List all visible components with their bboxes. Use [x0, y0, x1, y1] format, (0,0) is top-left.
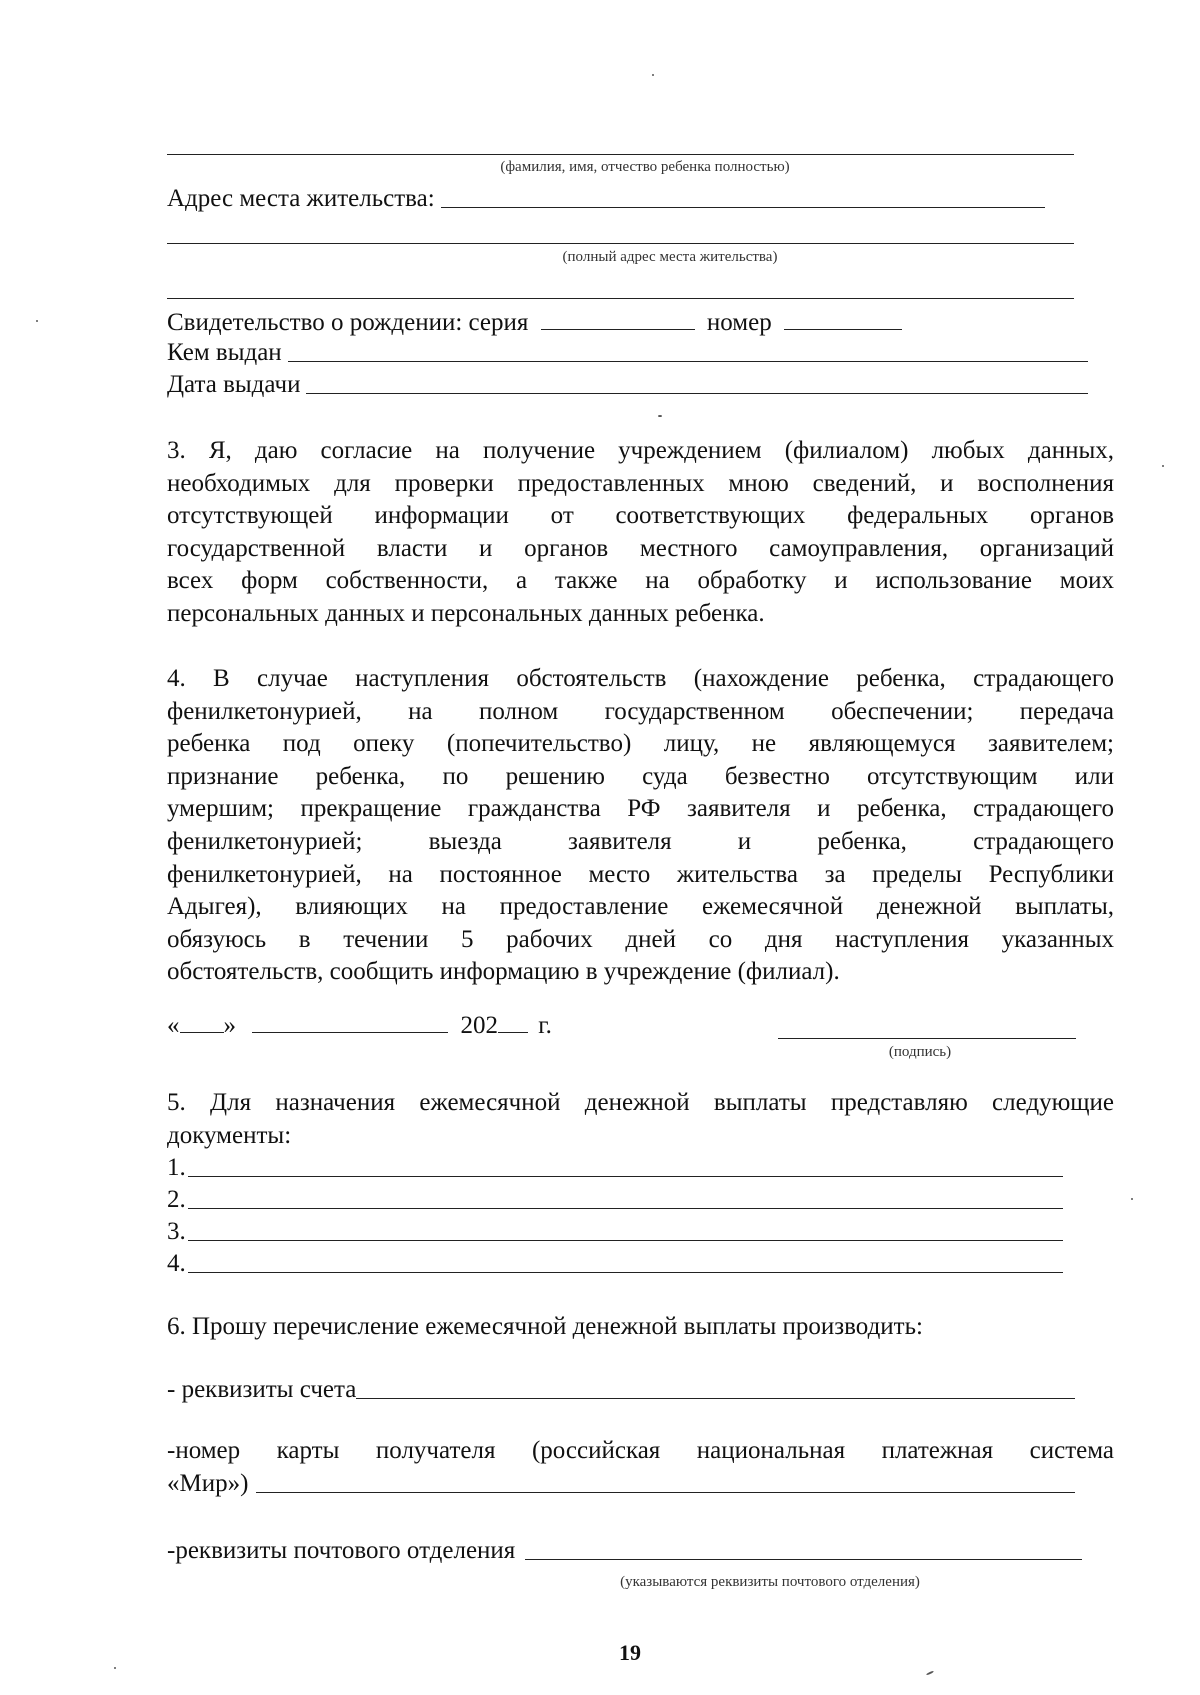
address-line-2[interactable] — [167, 243, 1074, 244]
document-item-1 — [167, 1152, 1063, 1184]
address-field[interactable] — [441, 207, 1045, 208]
scan-speck — [652, 74, 654, 76]
section-3-line: персональных данных и персональных данных ребенка. — [167, 599, 765, 627]
card-number-line: -номер карты получателя (российская национальная платежная система — [167, 1437, 1114, 1464]
postal-field[interactable] — [525, 1559, 1082, 1560]
section-5-paragraph — [167, 1087, 1114, 1152]
issue-date-label: Дата выдачи — [167, 371, 301, 398]
issued-by-row — [167, 337, 1088, 369]
section-4-line: 4. В случае наступления обстоятельств (нахождение ребенка, страдающего — [167, 665, 1114, 692]
card-number-field[interactable] — [256, 1492, 1075, 1493]
date-row — [167, 1008, 552, 1042]
child-name-caption: (фамилия, имя, отчество ребенка полностью) — [500, 159, 790, 175]
section-4-line: обстоятельств, сообщить информацию в учреждение (филиал). — [167, 958, 840, 986]
year-suffix: г. — [538, 1012, 552, 1039]
issue-date-field[interactable] — [306, 393, 1088, 394]
scan-speck — [114, 1667, 116, 1669]
number-label: номер — [706, 309, 772, 336]
issue-date-row — [167, 369, 1088, 401]
section-4-line: фенилкетонурией; выезда заявителя и ребенка, страдающего — [167, 827, 1114, 855]
document-item-field[interactable] — [188, 1240, 1063, 1241]
document-item-2 — [167, 1184, 1063, 1216]
card-number-block — [167, 1435, 1114, 1468]
page-number: 19 — [619, 1640, 641, 1665]
card-number-label: «Мир») — [167, 1470, 249, 1497]
birth-cert-row — [167, 305, 967, 339]
birth-cert-label: Свидетельство о рождении: серия — [167, 309, 529, 336]
address-row — [167, 183, 1045, 215]
document-item-field[interactable] — [188, 1272, 1063, 1273]
section-4-line: ребенка под опеку (попечительство) лицу, не являющемуся заявителем; — [167, 730, 1114, 758]
scan-speck — [658, 415, 662, 417]
section-4-line: обязуюсь в течении 5 рабочих дней со дня наступления указанных — [167, 925, 1114, 953]
section-6-heading: 6. Прошу перечисление ежемесячной денежной выплаты производить: — [167, 1313, 923, 1340]
card-number-row — [167, 1468, 1075, 1500]
scan-speck — [926, 1670, 934, 1675]
child-name-line[interactable] — [167, 154, 1074, 155]
scan-speck — [1162, 465, 1164, 467]
section-3-line: государственной власти и органов местного самоуправления, организаций — [167, 534, 1114, 562]
address-label: Адрес места жительства: — [167, 185, 435, 212]
document-item-field[interactable] — [188, 1208, 1063, 1209]
document-item-field[interactable] — [188, 1176, 1063, 1177]
document-item-4 — [167, 1248, 1063, 1280]
year-field[interactable] — [498, 1008, 528, 1033]
section-3-line: отсутствующей информации от соответствующих федеральных органов — [167, 502, 1114, 530]
section-4-line: Адыгея), влияющих на предоставление ежемесячной денежной выплаты, — [167, 893, 1114, 921]
year-prefix: 202 — [460, 1012, 498, 1039]
section-4-paragraph — [167, 663, 1114, 989]
section-3-line: всех форм собственности, а также на обработку и использование моих — [167, 567, 1114, 595]
document-item-number: 4. — [167, 1250, 186, 1277]
month-field[interactable] — [252, 1008, 448, 1033]
issued-by-label: Кем выдан — [167, 339, 282, 366]
number-field[interactable] — [784, 305, 902, 330]
section-3-line: необходимых для проверки предоставленных мною сведений, и восполнения — [167, 469, 1114, 497]
date-open-quote: « — [167, 1012, 180, 1039]
issued-by-field[interactable] — [288, 361, 1088, 362]
section-4-line: фенилкетонурией, на полном государственном обеспечении; передача — [167, 697, 1114, 725]
section-3-line: 3. Я, даю согласие на получение учреждением (филиалом) любых данных, — [167, 437, 1114, 464]
day-field[interactable] — [180, 1008, 224, 1033]
postal-label: -реквизиты почтового отделения — [167, 1537, 516, 1564]
date-close-quote: » — [223, 1012, 236, 1039]
section-4-line: фенилкетонурией, на постоянное место жительства за пределы Республики — [167, 860, 1114, 888]
account-row — [167, 1374, 1075, 1406]
section-5-line: документы: — [167, 1121, 292, 1149]
address-line-3[interactable] — [167, 298, 1074, 299]
document-item-number: 2. — [167, 1186, 186, 1213]
document-item-number: 1. — [167, 1154, 186, 1181]
postal-row — [167, 1535, 1082, 1567]
scan-speck — [1131, 1198, 1133, 1200]
signature-caption: (подпись) — [888, 1044, 952, 1060]
section-5-line: 5. Для назначения ежемесячной денежной выплаты представляю следующие — [167, 1089, 1114, 1116]
account-label: - реквизиты счета — [167, 1376, 357, 1403]
section-4-line: признание ребенка, по решению суда безвестно отсутствующим или — [167, 762, 1114, 790]
document-item-number: 3. — [167, 1218, 186, 1245]
scan-speck — [36, 320, 38, 322]
address-caption: (полный адрес места жительства) — [562, 249, 778, 265]
section-3-paragraph — [167, 435, 1114, 631]
document-item-3 — [167, 1216, 1063, 1248]
section-4-line: умершим; прекращение гражданства РФ заявителя и ребенка, страдающего — [167, 795, 1114, 823]
postal-caption: (указываются реквизиты почтового отделения) — [620, 1574, 920, 1590]
account-field[interactable] — [356, 1398, 1075, 1399]
signature-field[interactable] — [778, 1038, 1076, 1039]
series-field[interactable] — [541, 305, 695, 330]
